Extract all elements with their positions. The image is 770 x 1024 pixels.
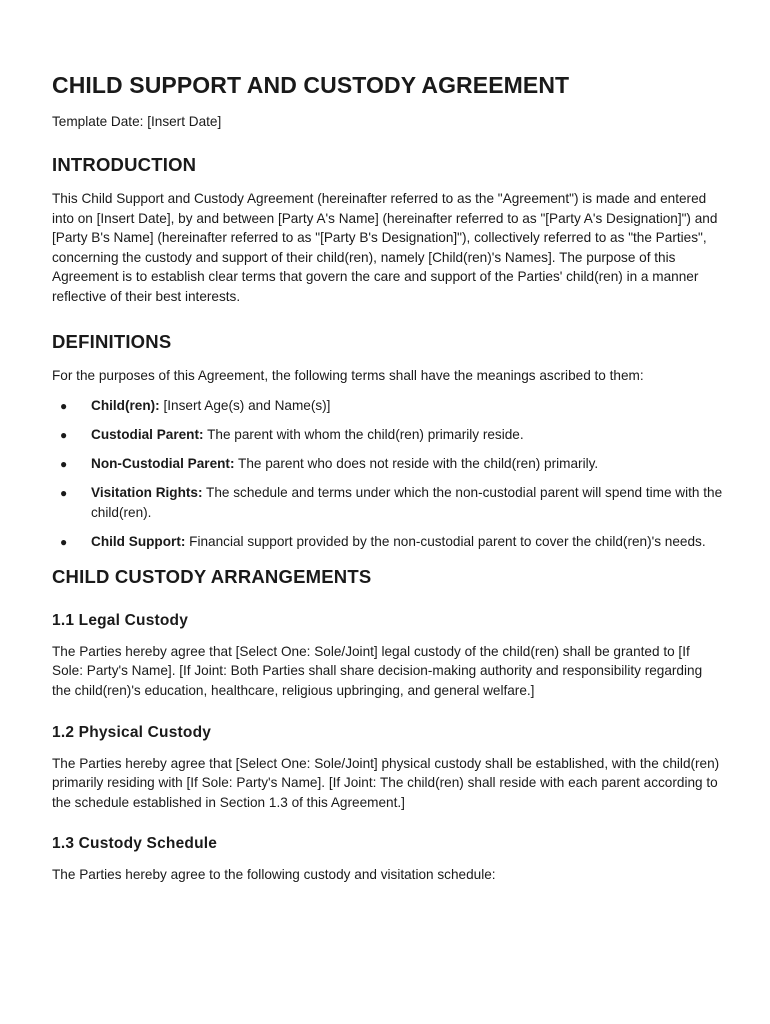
bullet-icon: ● [60,535,68,550]
list-item [52,454,724,474]
list-item [52,425,724,445]
definition-term: Non-Custodial Parent: [91,456,235,472]
definition-term: Child Support: [91,534,186,550]
definition-term: Visitation Rights: [91,485,203,501]
definition-text: The parent with whom the child(ren) primarily reside. [203,427,524,443]
definition-text: Financial support provided by the non-custodial parent to cover the child(ren)'s needs. [185,534,706,550]
definitions-list [52,396,724,552]
template-date: Template Date: [Insert Date] [52,114,222,129]
bullet-icon: ● [60,399,68,414]
definition-term: Child(ren): [91,398,160,414]
bullet-icon: ● [60,457,68,472]
physical-custody-heading: 1.2 Physical Custody [52,723,212,741]
list-item [52,483,724,522]
custody-schedule-heading: 1.3 Custody Schedule [52,835,218,853]
definitions-intro: For the purposes of this Agreement, the following terms shall have the meanings ascribed to them: [52,367,644,383]
introduction-body: This Child Support and Custody Agreement (hereinafter referred to as the "Agreement") is made and entered into on [Insert Date], by and between [Party A's Name] (hereinafter referred to as "[Party A's Designation]") and [Party B's Name] (hereinafter referred to as "[Party B's Designation]"), collectively referred to as "the Parties", concerning the custody and support of their child(ren), namely [Child(ren)'s Names]. The purpose of this Agreement is to establish clear terms that govern the care and support of the Parties' child(ren) in a manner reflective of their best interests. [52,191,718,304]
physical-custody-body: The Parties hereby agree that [Select One: Sole/Joint] physical custody shall be established, with the child(ren) primarily residing with [If Sole: Party's Name]. [If Joint: The child(ren) shall reside with each parent according to the schedule established in Section 1.3 of this Agreement.] [52,755,720,810]
legal-custody-heading: 1.1 Legal Custody [52,611,189,629]
document-content [52,70,724,885]
list-item [52,396,724,416]
document-title: CHILD SUPPORT AND CUSTODY AGREEMENT [52,72,570,98]
bullet-icon: ● [60,486,68,501]
bullet-icon: ● [60,428,68,443]
introduction-heading: INTRODUCTION [52,154,197,175]
definition-text: The parent who does not reside with the child(ren) primarily. [234,456,599,472]
definition-term: Custodial Parent: [91,427,204,443]
list-item [52,532,724,552]
legal-custody-body: The Parties hereby agree that [Select One: Sole/Joint] legal custody of the child(ren) shall be granted to [If Sole: Party's Name]. [If Joint: Both Parties shall share decision-making authority and responsibility regarding the child(ren)'s education, healthcare, religious upbringing, and general welfare.] [52,643,703,698]
definition-text: The schedule and terms under which the non-custodial parent will spend time with the child(ren). [91,485,723,521]
custody-schedule-body: The Parties hereby agree to the following custody and visitation schedule: [52,867,496,883]
custody-heading: CHILD CUSTODY ARRANGEMENTS [52,565,372,587]
definitions-heading: DEFINITIONS [52,330,172,352]
definition-text: [Insert Age(s) and Name(s)] [159,398,331,414]
